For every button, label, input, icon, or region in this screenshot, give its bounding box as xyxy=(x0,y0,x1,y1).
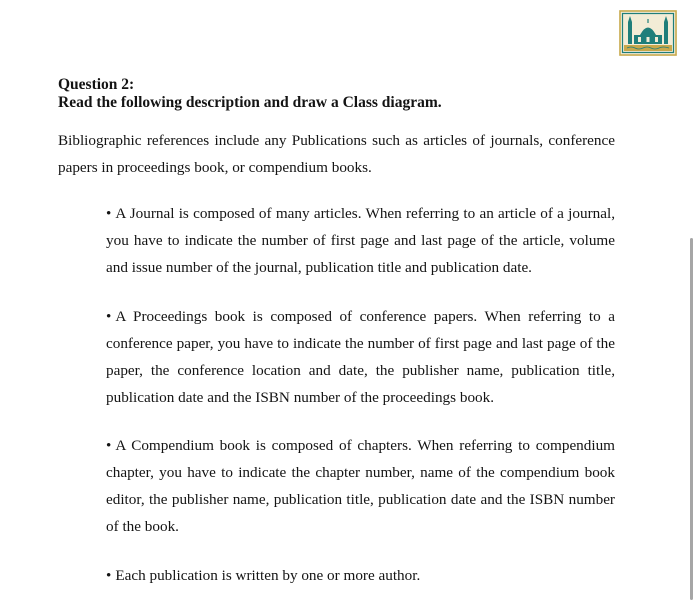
bullet-journal-text: A Journal is composed of many articles. When referring to an article of a journal, you have to indicate the number of first page and last page of the article, volume and issue number of the journal, publication title and publication date. xyxy=(106,205,615,276)
university-logo xyxy=(619,10,677,56)
bullet-compendium xyxy=(106,432,615,540)
bullet-compendium-text: A Compendium book is composed of chapters. When referring to compendium chapter, you have to indicate the chapter number, name of the compendium book editor, the publisher name, publication title, publication date and the ISBN number of the book. xyxy=(106,437,615,535)
bullet-author-text: Each publication is written by one or more author. xyxy=(115,567,421,584)
bullet-proceedings-text: A Proceedings book is composed of conference papers. When referring to a conference paper, you have to indicate the number of first page and last page of the paper, the conference location and date, the publisher name, publication title, publication date and the ISBN number of the proceedings book. xyxy=(106,308,615,406)
intro-paragraph: Bibliographic references include any Publications such as articles of journals, conference papers in proceedings book, or compendium books. xyxy=(58,132,615,176)
question-instruction: Read the following description and draw a Class diagram. xyxy=(58,94,442,111)
question-title: Question 2: xyxy=(58,76,135,93)
bullet-mark: • xyxy=(106,205,112,222)
bullet-mark: • xyxy=(106,437,112,454)
bullet-proceedings xyxy=(106,303,615,411)
bullet-mark: • xyxy=(106,308,112,325)
bullet-journal xyxy=(106,200,615,281)
bullet-mark: • xyxy=(106,567,112,584)
scrollbar-thumb[interactable] xyxy=(690,238,693,600)
bullet-author xyxy=(106,562,615,589)
